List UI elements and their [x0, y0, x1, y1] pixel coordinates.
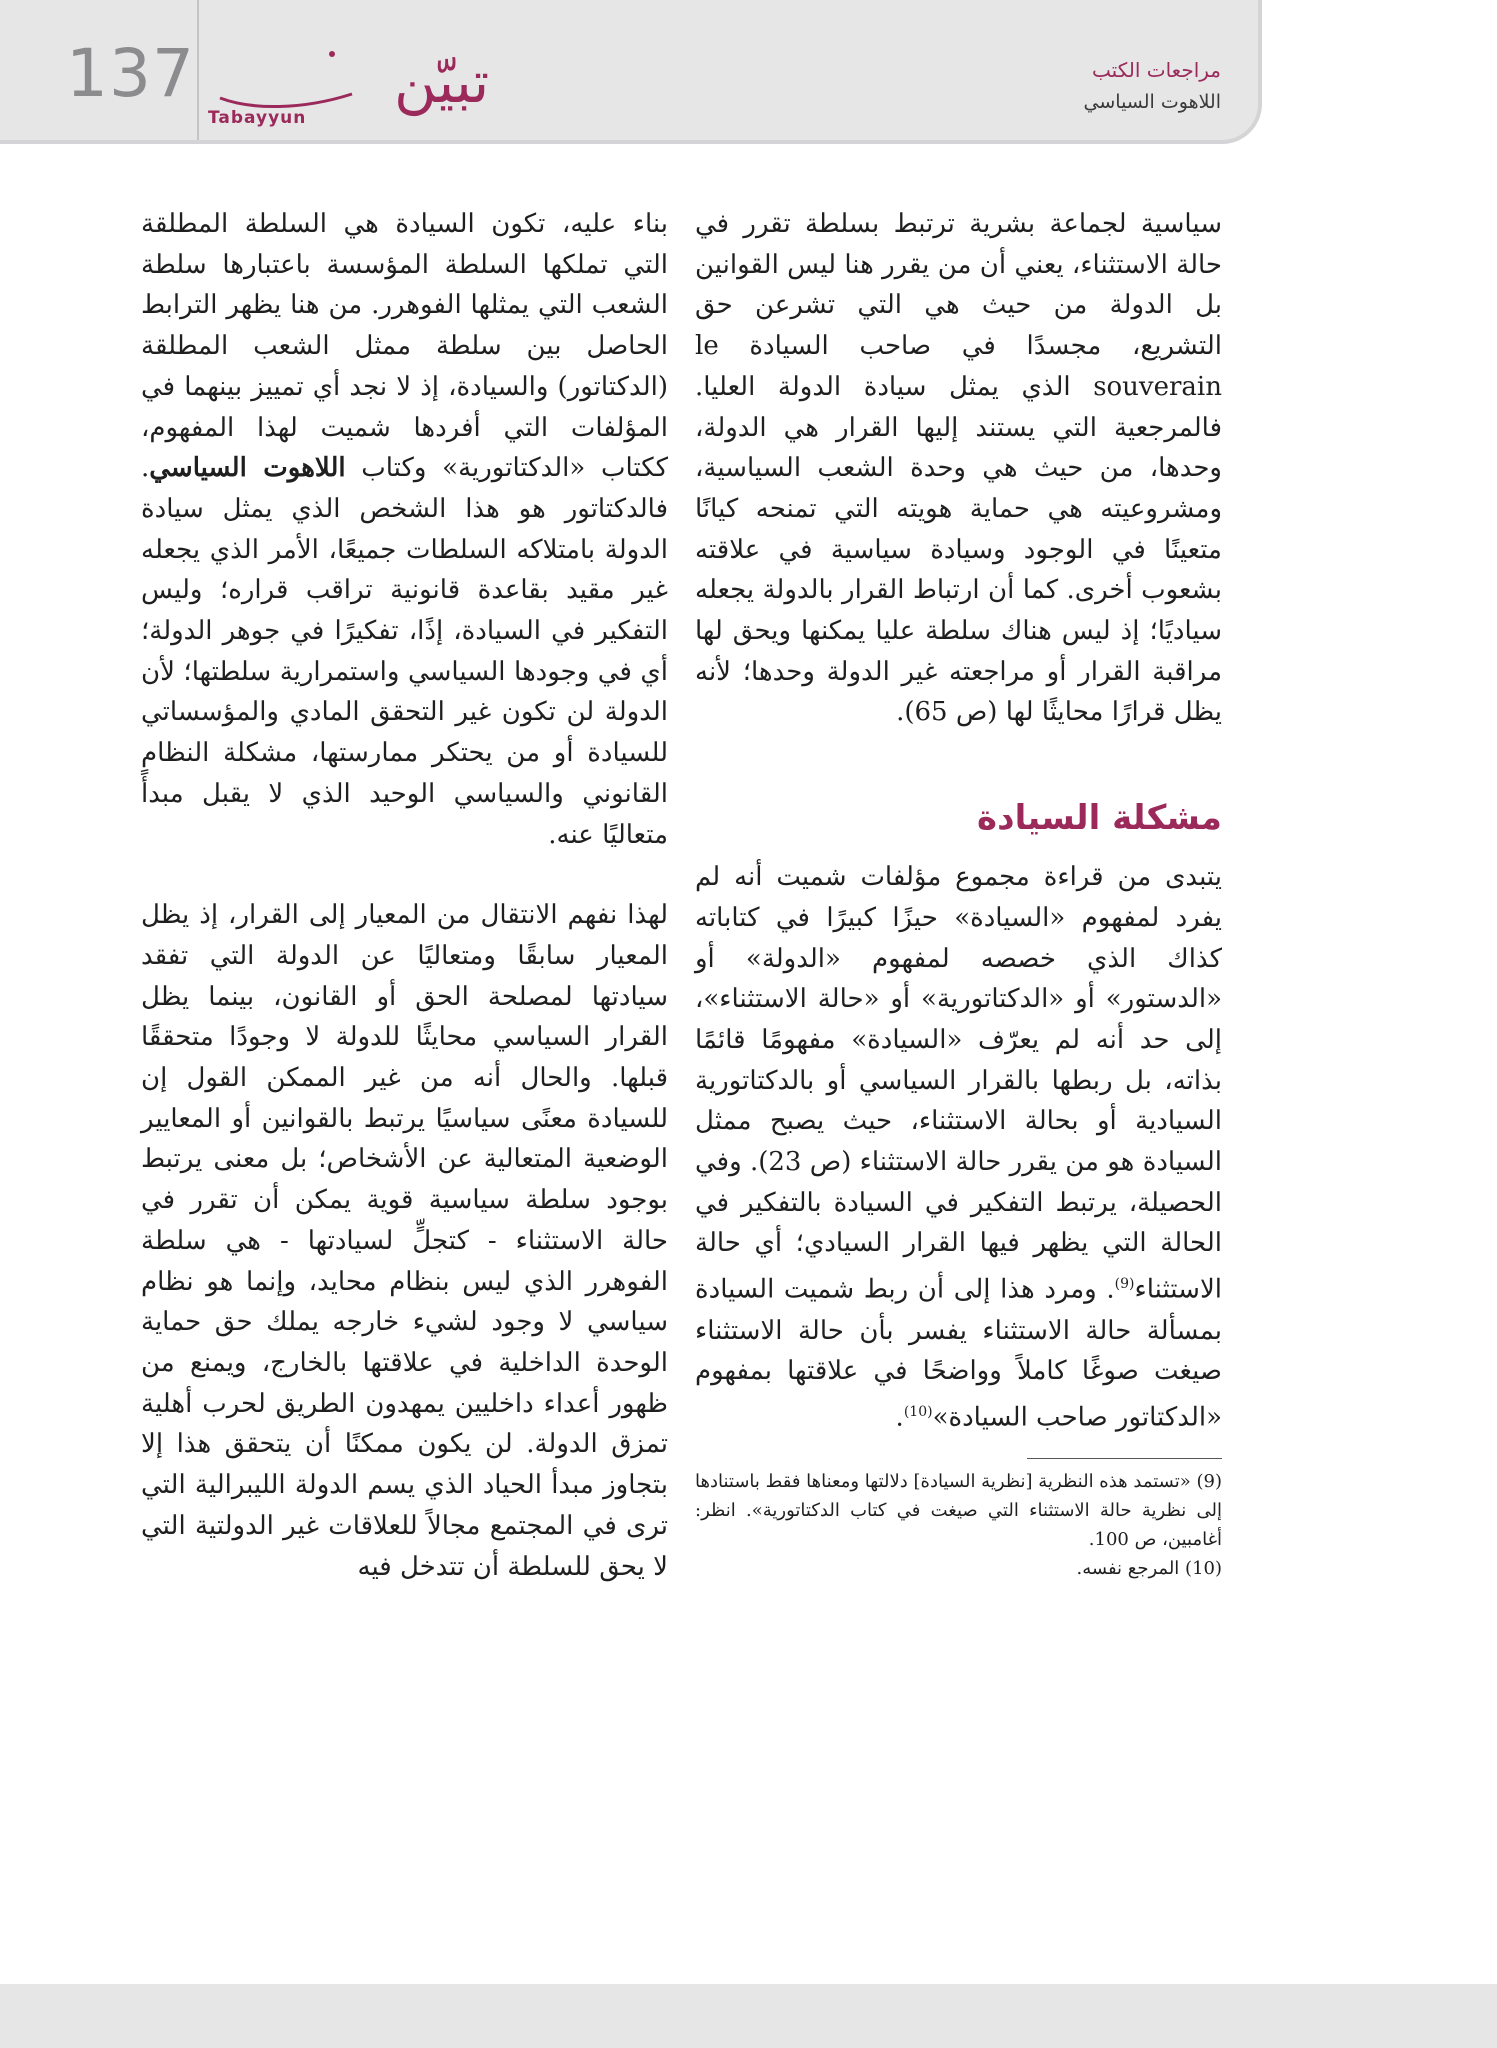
header-divider — [197, 0, 199, 140]
footnote-9: (9) «تستمد هذه النظرية [نظرية السيادة] دلالتها ومعناها فقط باستنادها إلى نظرية حالة الاستثناء التي صيغت في كتاب الدكتاتورية». انظر: أغامبين، ص 100. — [695, 1471, 1222, 1551]
right-column — [695, 204, 1222, 1583]
footnote-10: (10) المرجع نفسه. — [1076, 1558, 1222, 1580]
left-paragraph-1-b: . فالدكتاتور هو هذا الشخص الذي يمثل سيادة الدولة بامتلاكه السلطات جميعًا، الأمر الذي يجعله غير مقيد بقاعدة قانونية تراقب قراره؛ وليس التفكير في السيادة، إذًا، تفكيرًا في جوهر الدولة؛ أي في وجودها السياسي واستمرارية سلطتها؛ لأن الدولة لن تكون غير التحقق المادي والمؤسساتي للسيادة أو من يحتكر ممارستها، مشكلة النظام القانوني والسياسي الوحيد الذي لا يقبل مبدأً متعاليًا عنه. — [141, 453, 668, 850]
section-title: مراجعات الكتب — [1092, 58, 1221, 82]
logo-swash — [220, 94, 352, 107]
left-paragraph-1-a: بناء عليه، تكون السيادة هي السلطة المطلقة التي تملكها السلطة المؤسسة باعتبارها سلطة الشعب التي يمثلها الفوهرر. من هنا يظهر الترابط الحاصل بين سلطة ممثل الشعب المطلقة (الدكتاتور) والسيادة، إذ لا نجد أي تمييز بينهما في المؤلفات التي أفردها شميت لهذا المفهوم، ككتاب «الدكتاتورية» وكتاب — [141, 209, 668, 484]
left-paragraph-1 — [141, 204, 668, 855]
section-heading: مشكلة السيادة — [977, 798, 1222, 839]
right-paragraph-1: سياسية لجماعة بشرية ترتبط بسلطة تقرر في حالة الاستثناء، يعني أن من يقرر هنا ليس القوانين بل الدولة من حيث هي التي تشرعن حق التشريع، مجسدًا في صاحب السيادة le souverain الذي يمثل سيادة الدولة العليا. فالمرجعية التي يستند إليها القرار هي الدولة، وحدها، من حيث هي وحدة الشعب السياسية، ومشروعيته هي حماية هويته التي تمنحه كيانًا متعينًا في الوجود وسيادة سياسية في علاقته بشعوب أخرى. كما أن ارتباط القرار بالدولة يجعله سياديًا؛ إذ ليس هناك سلطة عليا يمكنها ويحق لها مراقبة القرار أو مراجعته غير الدولة وحدها؛ لأنه يظل قرارًا محايثًا لها (ص 65). — [695, 209, 1222, 728]
right-paragraph-2-end: . — [895, 1402, 904, 1433]
book-title-bold: اللاهوت السياسي — [149, 453, 346, 484]
left-column — [141, 204, 668, 1587]
footnote-rule — [1027, 1458, 1222, 1459]
logo-arabic-text: تبيّن — [394, 48, 490, 116]
section-subtitle: اللاهوت السياسي — [1083, 91, 1221, 113]
left-paragraph-2: لهذا نفهم الانتقال من المعيار إلى القرار، إذ يظل المعيار سابقًا ومتعاليًا عن الدولة التي تفقد سيادتها لمصلحة الحق أو القانون، بينما يظل القرار السياسي محايثًا للدولة لا وجودًا متحققًا قبلها. والحال أنه من غير الممكن القول إن للسيادة معنًى سياسيًا يرتبط بالقوانين أو المعايير الوضعية المتعالية عن الأشخاص؛ بل معنى يرتبط بوجود سلطة سياسية قوية يمكن أن تقرر في حالة الاستثناء - كتجلٍّ لسيادتها - هي سلطة الفوهرر الذي ليس بنظام محايد، وإنما هو نظام سياسي لا وجود لشيء خارجه يملك حق حماية الوحدة الداخلية في علاقتها بالخارج، ويمنع من ظهور أعداء داخليين يمهدون الطريق لحرب أهلية تمزق الدولة. لن يكون ممكنًا أن يتحقق هذا إلا بتجاوز مبدأ الحياد الذي يسم الدولة الليبرالية التي ترى في المجتمع مجالاً للعلاقات غير الدولتية التي لا يحق للسلطة أن تتدخل فيه — [141, 900, 668, 1582]
paragraph-gap — [141, 855, 668, 895]
footnote-ref-10[interactable]: (10) — [903, 1403, 933, 1420]
right-paragraph-2-part-1: يتبدى من قراءة مجموع مؤلفات شميت أنه لم يفرد لمفهوم «السيادة» حيزًا كبيرًا في كتاباته كذاك الذي خصصه لمفهوم «الدولة» أو «الدستور» أو «الدكتاتورية» أو «حالة الاستثناء»، إلى حد أنه لم يعرّف «السيادة» مفهومًا قائمًا بذاته، بل ربطها بالقرار السياسي أو بالدكتاتورية السيادية أو بحالة الاستثناء، حيث يصبح ممثل السيادة هو من يقرر حالة الاستثناء (ص 23). وفي الحصيلة، يرتبط التفكير في السيادة بالتفكير في الحالة التي يظهر فيها القرار السيادي؛ أي حالة الاستثناء — [695, 862, 1223, 1305]
footer-band — [0, 1984, 1497, 2048]
page-number: 137 — [66, 35, 195, 112]
right-paragraph-2 — [695, 857, 1222, 1438]
right-paragraph-2-part-2: . ومرد هذا إلى أن ربط شميت السيادة بمسألة حالة الاستثناء يفسر بأن حالة الاستثناء صيغت صوغًا كاملاً وواضحًا في علاقتها بمفهوم «الدكتاتور صاحب السيادة» — [695, 1274, 1222, 1433]
footnote-ref-9[interactable]: (9) — [1114, 1276, 1135, 1293]
logo-latin-text: Tabayyun — [208, 108, 307, 128]
logo-dot — [329, 51, 335, 57]
